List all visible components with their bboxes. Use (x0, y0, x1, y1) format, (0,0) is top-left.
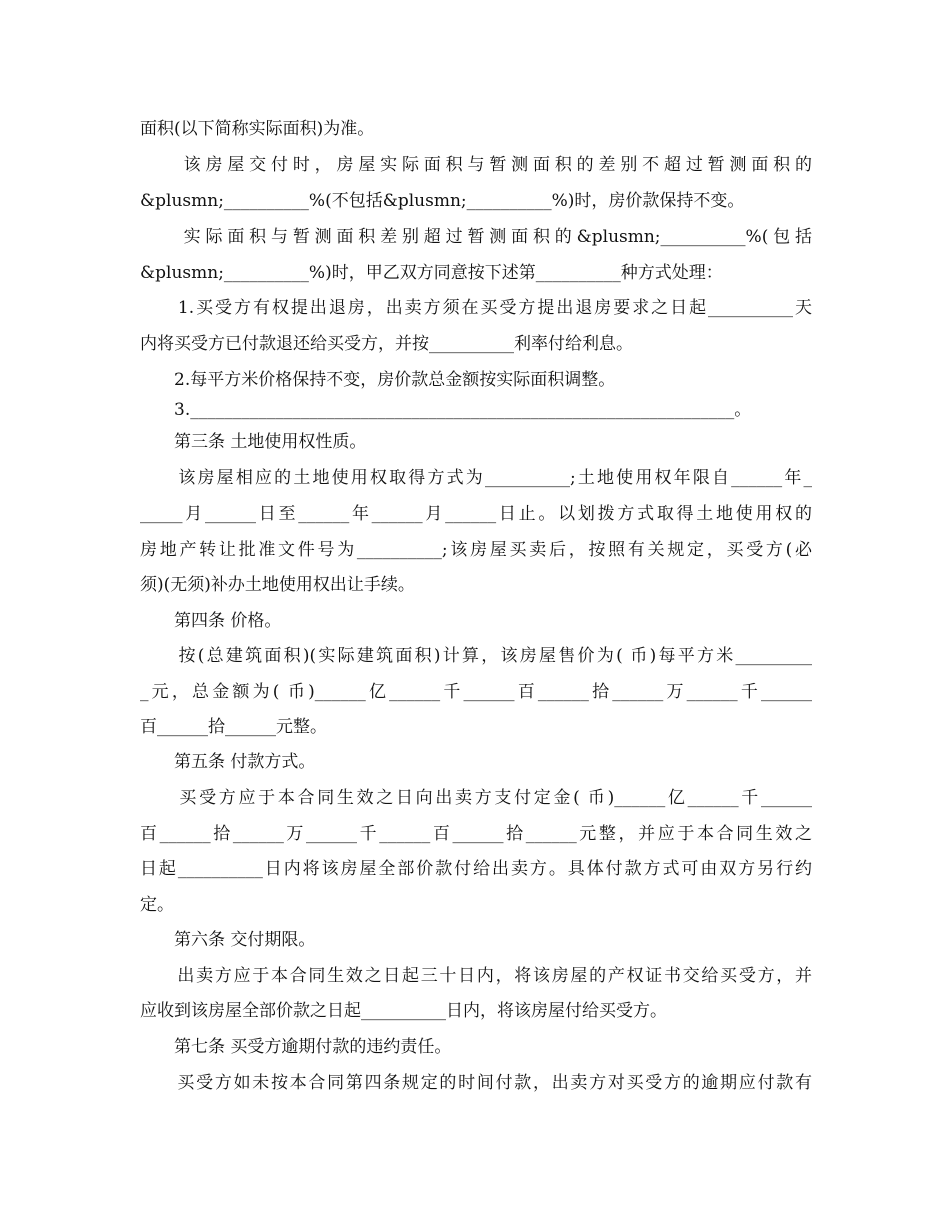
text-line: 内将买受方已付款退还给买受方，并按__________利率付给利息。 (140, 334, 633, 354)
text-line: 该房屋相应的土地使用权取得方式为__________;土地使用权年限自______年_ (140, 468, 812, 488)
text-line: 该房屋交付时，房屋实际面积与暂测面积的差别不超过暂测面积的 (140, 155, 812, 175)
article-heading: 第六条 交付期限。 (140, 930, 316, 950)
article-heading: 第七条 买受方逾期付款的违约责任。 (140, 1037, 452, 1057)
text-line: 买受方如未按本合同第四条规定的时间付款，出卖方对买受方的逾期应付款有 (140, 1073, 812, 1093)
text-line: &plusmn;__________%(不包括&plusmn;__________%)时，房价款保持不变。 (140, 191, 745, 211)
article-heading: 第三条 土地使用权性质。 (140, 432, 367, 452)
text-line: 应收到该房屋全部价款之日起__________日内，将该房屋付给买受方。 (140, 1001, 667, 1021)
text-line: 定。 (140, 895, 174, 915)
text-line: 2.每平方米价格保持不变，房价款总金额按实际面积调整。 (140, 370, 616, 390)
text-line: _元，总金额为( 币)______亿______千______百______拾______万______千______ (140, 682, 812, 702)
text-line: 须)(无须)补办土地使用权出让手续。 (140, 575, 415, 595)
article-heading: 第五条 付款方式。 (140, 752, 316, 772)
text-line: 实际面积与暂测面积差别超过暂测面积的&plusmn;__________%(包括 (140, 227, 812, 247)
text-line: 出卖方应于本合同生效之日起三十日内，将该房屋的产权证书交给买受方，并 (140, 966, 812, 986)
text-line: 日起__________日内将该房屋全部价款付给出卖方。具体付款方式可由双方另行约 (140, 859, 812, 879)
text-line: 房地产转让批准文件号为__________;该房屋买卖后，按照有关规定，买受方(必 (140, 540, 812, 560)
text-line: 按(总建筑面积)(实际建筑面积)计算，该房屋售价为( 币)每平方米_________ (140, 646, 812, 666)
text-line: _____月______日至______年______月______日止。以划拨方式取得土地使用权的 (140, 504, 812, 524)
text-line: &plusmn;__________%)时，甲乙双方同意按下述第__________种方式处理： (140, 263, 723, 283)
text-line: 百______拾______元整。 (140, 717, 327, 737)
text-line: 面积(以下简称实际面积)为准。 (140, 119, 375, 139)
text-line: 买受方应于本合同生效之日向出卖方支付定金( 币)______亿______千______ (140, 788, 812, 808)
article-heading: 第四条 价格。 (140, 611, 282, 631)
text-line: 百______拾______万______千______百______拾______元整，并应于本合同生效之 (140, 824, 812, 844)
text-line: 3.________________________________________________________________。 (140, 400, 752, 420)
text-line: 1.买受方有权提出退房，出卖方须在买受方提出退房要求之日起__________天 (140, 298, 812, 318)
